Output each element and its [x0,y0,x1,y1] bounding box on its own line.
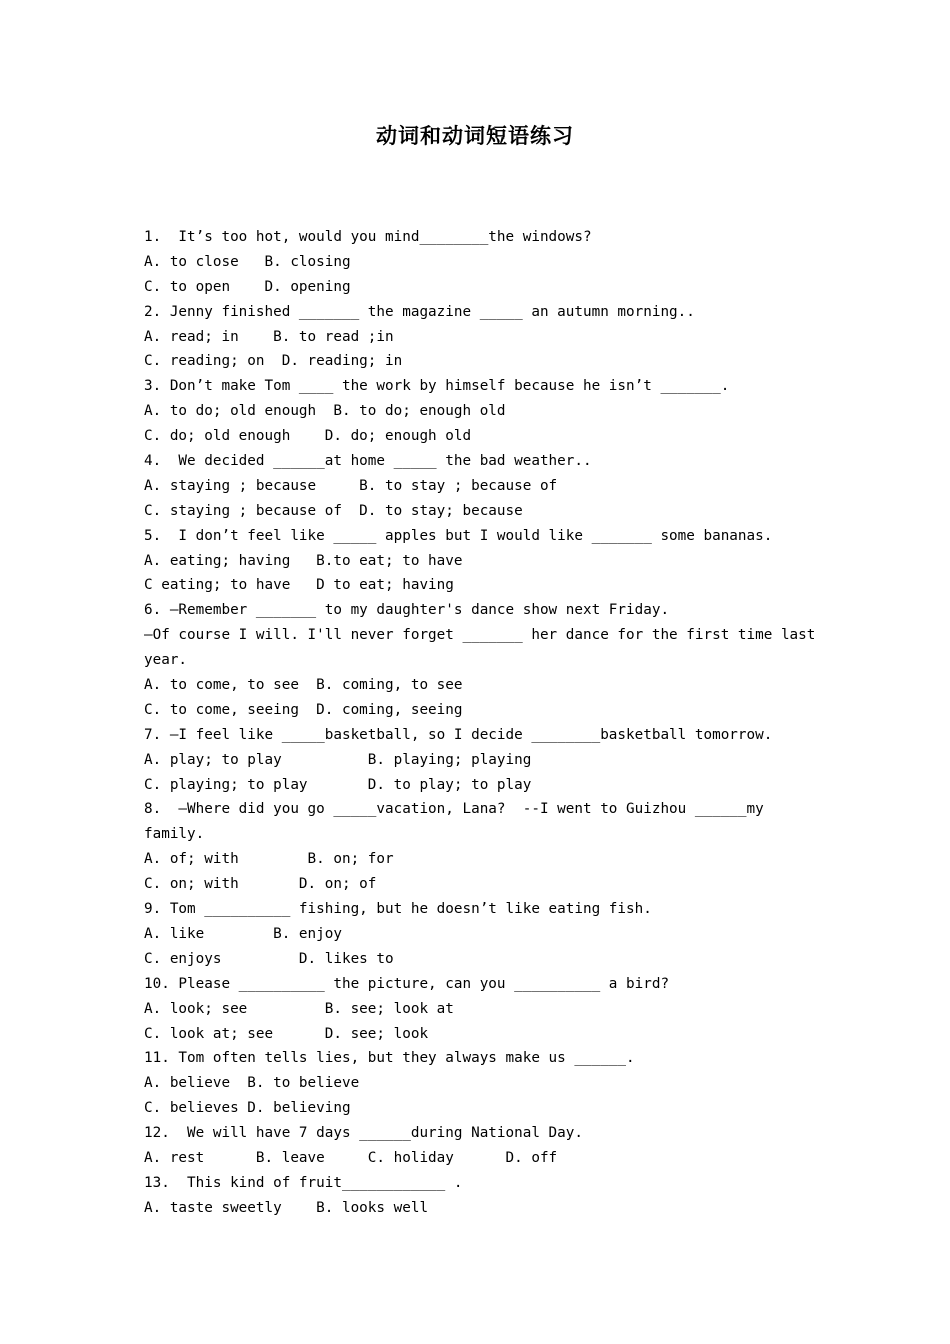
text-line: A. eating; having B.to eat; to have [144,552,463,569]
text-line: A. to come, to see B. coming, to see [144,677,463,694]
text-line: A. read; in B. to read ;in [144,328,394,345]
text-line: 3. Don’t make Tom ____ the work by himself because he isn’t _______. [144,378,730,395]
text-line: C. to open D. opening [144,278,351,295]
text-line: family. [144,826,205,843]
text-line: A. to do; old enough B. to do; enough old [144,403,506,420]
text-line: 9. Tom __________ fishing, but he doesn’t like eating fish. [144,901,652,918]
text-line: A. believe B. to believe [144,1075,360,1092]
text-line: A. taste sweetly B. looks well [144,1199,429,1216]
text-line: A. like B. enjoy [144,925,342,942]
text-line: year. [144,652,188,669]
text-line: A. staying ; because B. to stay ; because of [144,477,558,494]
text-line: 5. I don’t feel like _____ apples but I would like _______ some bananas. [144,527,773,544]
text-line: C. enjoys D. likes to [144,950,394,967]
text-line: 2. Jenny finished _______ the magazine _____ an autumn morning.. [144,303,695,320]
text-line: A. to close B. closing [144,253,351,270]
text-line: 4. We decided ______at home _____ the bad weather.. [144,453,592,470]
text-line: C. on; with D. on; of [144,876,377,893]
text-line: C. look at; see D. see; look [144,1025,429,1042]
text-line: 13. This kind of fruit____________ . [144,1174,463,1191]
text-line: C. playing; to play D. to play; to play [144,776,532,793]
text-line: C. reading; on D. reading; in [144,353,403,370]
text-line: C. to come, seeing D. coming, seeing [144,701,463,718]
text-line: A. rest B. leave C. holiday D. off [144,1149,558,1166]
text-line: A. play; to play B. playing; playing [144,751,532,768]
text-line: 1. It’s too hot, would you mind________the windows? [144,229,592,245]
text-line: A. of; with B. on; for [144,851,394,868]
text-line: C. do; old enough D. do; enough old [144,428,472,445]
exercise-body [144,225,816,1221]
text-line: —Of course I will. I'll never forget _______ her dance for the first time last [144,627,816,644]
text-line: 11. Tom often tells lies, but they always make us ______. [144,1050,635,1067]
text-line: 12. We will have 7 days ______during National Day. [144,1125,583,1142]
text-line: A. look; see B. see; look at [144,1000,454,1017]
text-line: C. believes D. believing [144,1100,351,1117]
text-line: 10. Please __________ the picture, can you __________ a bird? [144,975,670,992]
text-line: 8. –Where did you go _____vacation, Lana? --I went to Guizhou ______my [144,801,764,818]
text-line: 7. –I feel like _____basketball, so I decide ________basketball tomorrow. [144,726,773,743]
text-line: 6. —Remember _______ to my daughter's dance show next Friday. [144,602,670,619]
text-line: C. staying ; because of D. to stay; because [144,502,523,519]
page-title: 动词和动词短语练习 [376,124,574,148]
text-line: C eating; to have D to eat; having [144,577,454,594]
